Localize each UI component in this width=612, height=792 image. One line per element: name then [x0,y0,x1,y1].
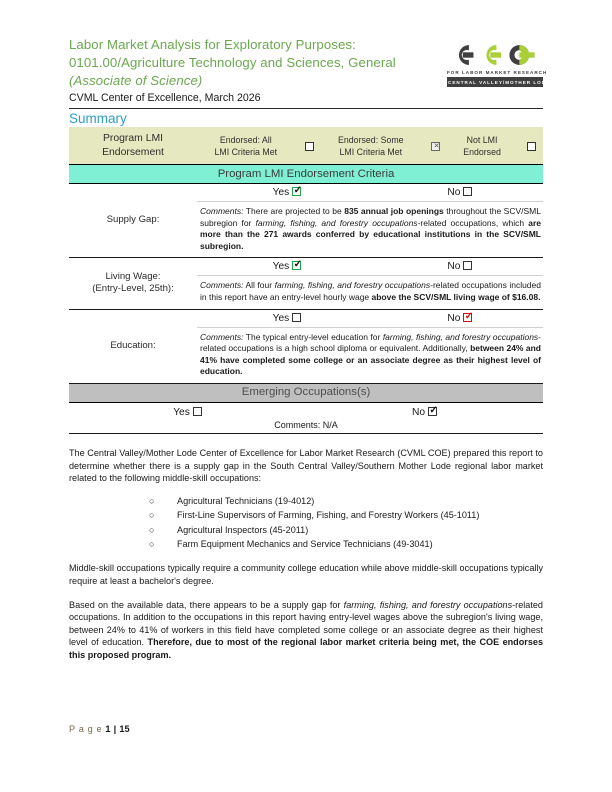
criterion-label-line2: (Entry-Level, 25th): [92,283,174,295]
footer-separator: | [113,724,117,734]
footer-total-pages: 15 [119,724,130,734]
endorsement-label-line1: Program LMI [102,133,164,144]
bullet-circle-icon: ○ [149,510,155,521]
criterion-comment-supply-gap: Comments: There are projected to be 835 annual job openings throughout the SCV/SML subregion for farming, fishing, and forestry occupations-related occupations, which are more than the 271 awards conferred by educational institutions in the SCV/SML subregion. [200,206,541,251]
criterion-body-supply-gap [197,184,543,258]
criterion-body-living-wage [197,258,543,309]
endorsement-label-line2: Endorsement [102,146,164,158]
document-subtitle: CVML Center of Excellence, March 2026 [69,92,261,104]
criterion-label-education [69,309,197,383]
list-item [149,523,543,537]
list-item [149,508,543,522]
checkbox-checked-icon[interactable] [292,187,301,196]
criterion-label-living-wage [69,258,197,309]
no-label: No [447,312,461,324]
checkbox-unchecked-icon[interactable] [527,142,536,151]
answer-yes-emerging[interactable] [69,407,306,418]
check-glyph: ✓ [429,404,438,416]
criterion-row-supply-gap [69,184,543,258]
yes-label: Yes [272,312,290,324]
logo-tagline: FOR LABOR MARKET RESEARCH [447,70,548,75]
footer-page-number: 1 [105,724,111,734]
title-line-1: Labor Market Analysis for Exploratory Purposes: [69,37,356,52]
bullet-circle-icon: ○ [149,538,155,549]
criterion-answer-supply-gap [197,184,543,202]
checkbox-unchecked-icon[interactable] [463,261,472,270]
criteria-band-title: Program LMI Endorsement Criteria [69,165,543,184]
checkbox-unchecked-icon[interactable] [193,407,202,416]
document-header [69,36,551,109]
yes-label: Yes [272,187,290,198]
emerging-answer-row [69,402,543,434]
criterion-comment-education: Comments: The typical entry-level education for farming, fishing, and forestry occupations-related occupations is a high school diploma or equivalent. Additionally, between 24% and 41% have completed some college or an associate degree as their highest level of education. [200,331,542,377]
checkbox-checked-icon[interactable] [463,310,474,322]
criteria-band-row [69,165,543,184]
answer-no-education[interactable] [377,310,543,324]
footer-page-label: P a g e [69,724,103,734]
emerging-comment: Comments: N/A [69,419,543,434]
criterion-row-education [69,309,543,383]
page-content [69,36,551,673]
summary-heading: Summary [69,111,127,126]
endorsement-option-some [321,127,422,165]
occupation-label: Agricultural Technicians (19-4012) [177,495,315,506]
endorsement-option-not-line2: Endorsed [463,146,501,157]
list-item [149,537,543,551]
checkbox-checked-icon[interactable] [292,261,301,270]
occupation-label: Farm Equipment Mechanics and Service Technicians (49-3041) [177,538,433,549]
header-divider [69,108,543,109]
endorsement-checkbox-not[interactable] [517,127,543,165]
endorsement-option-some-line2: LMI Criteria Met [339,146,403,157]
criterion-body-education [197,309,543,383]
endorsement-option-all-line1: Endorsed: All [219,134,272,145]
endorsement-checkbox-some[interactable] [421,127,447,165]
checkbox-unchecked-icon[interactable] [292,313,301,322]
answer-no-living-wage[interactable] [377,261,543,272]
title-block [69,36,489,106]
checkbox-x-marked-icon[interactable] [431,142,440,151]
endorsement-option-not-line1: Not LMI [466,134,498,145]
body-paragraph-1: The Central Valley/Mother Lode Center of Excellence for Labor Market Research (CVML COE) prepared this report to determine whether there is a supply gap in the South Central Valley/Southern Mother Lode regional labor market related to the following middle-skill occupations: [69,447,543,484]
body-paragraph-3: Based on the available data, there appears to be a supply gap for farming, fishing, and forestry occupations-related occupations. In addition to the occupations in this report having entry-level wages above the subregion's living wage, between 24% to 41% of workers in this field have completed some college or an associate degree as their highest level of education. Therefore, due to most of the regional labor market criteria being met, the COE endorses this proposed program. [69,599,544,660]
criterion-label-line1: Education: [110,340,156,351]
criterion-label-supply-gap [69,184,197,258]
bullet-circle-icon: ○ [149,524,155,535]
yes-label: Yes [272,261,290,273]
no-label: No [447,261,461,273]
check-glyph: ✓ [293,259,302,271]
x-mark-glyph: ✕ [433,142,440,150]
list-item [149,494,543,508]
endorsement-option-some-line1: Endorsed: Some [338,134,404,145]
logo-region: CENTRAL VALLEY/MOTHER LODE [447,77,543,87]
endorsement-option-all [197,127,295,165]
no-label: No [411,406,426,418]
bullet-circle-icon: ○ [149,495,155,506]
endorsement-checkbox-all[interactable] [295,127,321,165]
criterion-answer-living-wage [197,258,543,276]
document-body [69,434,543,662]
endorsement-label [69,127,197,165]
answer-yes-supply-gap[interactable] [197,187,377,198]
check-glyph: ✓ [293,185,302,196]
answer-yes-education[interactable] [197,313,377,324]
checkbox-unchecked-icon[interactable] [305,142,314,151]
coe-wordmark-icon [449,42,541,68]
occupations-list [69,494,543,552]
emerging-answer [69,403,543,419]
check-glyph: ✓ [464,310,474,322]
criterion-row-living-wage [69,258,543,309]
answer-no-supply-gap[interactable] [377,187,543,198]
endorsement-option-not [447,127,517,165]
emerging-answer-cell [69,402,543,434]
checkbox-checked-icon[interactable] [428,404,438,416]
occupation-label: Agricultural Inspectors (45-2011) [177,524,309,535]
title-line-3: (Associate of Science) [69,73,203,88]
criterion-label-line1: Supply Gap: [106,214,160,226]
endorsement-option-all-line2: LMI Criteria Met [214,146,278,157]
yes-label: Yes [173,406,190,418]
summary-table [69,127,543,434]
page-footer [69,724,130,734]
criterion-label-line1: Living Wage: [105,270,161,282]
checkbox-unchecked-icon[interactable] [463,187,472,196]
coe-logo [447,42,551,87]
endorsement-row [69,127,543,165]
no-label: No [447,187,461,198]
answer-yes-living-wage[interactable] [197,261,377,272]
answer-no-emerging[interactable] [306,404,543,418]
title-line-2: 0101.00/Agriculture Technology and Sciences, General [69,55,396,70]
criterion-answer-education [197,310,543,328]
occupation-label: First-Line Supervisors of Farming, Fishing, and Forestry Workers (45-1011) [177,510,480,521]
criterion-comment-living-wage: Comments: All four farming, fishing, and forestry occupations-related occupations included in this report have an entry-level hourly wage above the SCV/SML living wage of $16.08. [200,280,541,302]
body-paragraph-2: Middle-skill occupations typically require a community college education while above middle-skill occupations typically require at least a bachelor's degree. [69,563,543,586]
emerging-band-row [69,383,543,402]
emerging-band-title: Emerging Occupations(s) [69,383,543,402]
